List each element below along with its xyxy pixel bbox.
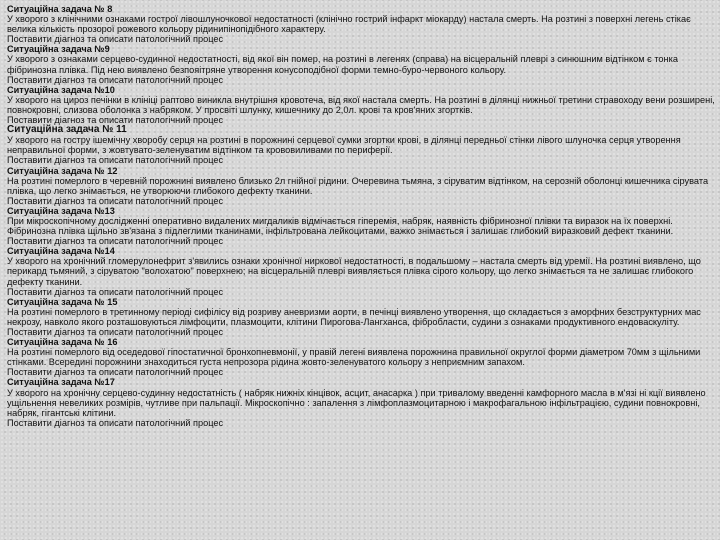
- task-title: Ситуаційна задача №10: [7, 84, 115, 95]
- task-prompt: Поставити діагноз та описати патологічний процес: [7, 236, 224, 247]
- task-prompt: Поставити діагноз та описати патологічний процес: [7, 327, 224, 337]
- task-description: На розтині померлого в черевній порожнині виявлено близько 2л гнійної рідини. Очеревина тьмяна, з сіруватим відтінком, на серозній оболонці кишечника сірувата плівка, що легко знімається, не утворюючи глибокого дефекту тканини.: [7, 175, 709, 196]
- task-title: Ситуаційна задача № 8: [7, 4, 113, 14]
- task-title: Ситуаційна задача № 12: [7, 165, 118, 176]
- task-description: У хворого з ознаками серцево-судинної недостатності, від якої він помер, на розтині в легенях (справа) на вісцеральній плеврі з синюшним відтінком є тонка фібринозна плівка. Під нею виявлено безпояітряне утворення конусоподібної форми темно-буро-червоного кольору.: [7, 54, 678, 75]
- task-prompt: Поставити діагноз та описати патологічний процес: [7, 417, 224, 428]
- task-title: Ситуаційна задача № 11: [7, 124, 127, 136]
- task-17: [7, 377, 715, 427]
- task-8: [7, 4, 715, 44]
- task-prompt: Поставити діагноз та описати патологічний процес: [7, 286, 224, 297]
- task-prompt: Поставити діагноз та описати патологічний процес: [7, 34, 224, 45]
- task-prompt: Поставити діагноз та описати патологічний процес: [7, 367, 224, 378]
- task-description: У хворого на цироз печінки в клініці раптово виникла внутрішня кровотеча, від якої настала смерть. На розтині в ділянці нижньої третини стравоходу вени розширені, повнокровні, слизова оболонка з набряком. У просвіті шлунку, кишечнику до 2,0л. крові та кров'яних згортків.: [7, 94, 715, 115]
- task-title: Ситуаційна задача №14: [7, 246, 115, 257]
- task-prompt: Поставити діагноз та описати патологічний процес: [7, 195, 224, 206]
- task-prompt: Поставити діагноз та описати патологічний процес: [7, 115, 224, 126]
- task-16: [7, 337, 715, 377]
- task-description: При мікроскопічному дослідженні оперативно видалених мигдаликів відмічається гіперемія, набряк, наявність фібринозної плівки та виразок на їх поверхні. Фібринозна плівка щільно зв'язана з підлеглими тканинами, інфільтрована лейкоцитами, важко знімається і залишає глибокий виразковий дефект тканини.: [7, 215, 674, 237]
- task-description: У хворого з клінічними ознаками гострої лівошлуночкової недостатності (клінічно гострий інфаркт міокарду) настала смерть. На розтині з поверхні легень стікає велика кількість прозорої рожевого кольору рідинипінопідібного характеру.: [7, 14, 691, 35]
- document-page: [7, 4, 715, 428]
- task-9: [7, 44, 715, 84]
- task-description: У хворого на гостру ішемічну хворобу серця на розтині в порожнині серцевої сумки згортки крові, в ділянці передньої стінки лівого шлуночка серця утворення неправильної форми, з жовтувато-зеленуватим відтінком та крововиливами по периферії.: [7, 135, 681, 156]
- task-description: На розтині померлого в третинному періоді сифілісу від розриву аневризми аорти, в печінці виявлено утворення, що складається з аморфних безструктурних мас некрозу, навколо якого розташовуються лімфоцити, плазмоцити, клітини Пирогова-Лангханса, фібробласти, судини з ознаками продуктивного ендоваскуліту.: [7, 306, 701, 327]
- task-description: У хворого на хронічну серцево-судинну недостатність ( набряк нижніх кінцівок, асцит, анасарка ) при тривалому введенні камфорного масла в м'язі ні кції виявлено ущільнення невеликих розмірів, чутливе при пальпації. Мікроскопічно : запалення з лімфоплазмоцитарною і макрофагальною інфільтрацією, судини повнокровні, набряк, гігантські клітини.: [7, 387, 706, 418]
- task-title: Ситуаційна задача №17: [7, 377, 115, 388]
- task-15: [7, 297, 715, 337]
- task-12: [7, 166, 715, 206]
- task-description: У хворого на хронічний гломерулонефрит з'явились ознаки хронічної ниркової недостатності, в подальшому – настала смерть від уремії. На розтині виявлено, що перикард тьмяний, з сіруватою "волохатою" поверхнею; на вісцеральній плеврі виявляється плівка сірого кольору, що легко знімається та не залишає глибокого дефекту тканини.: [7, 256, 701, 287]
- task-prompt: Поставити діагноз та описати патологічний процес: [7, 155, 224, 166]
- task-prompt: Поставити діагноз та описати патологічний процес: [7, 74, 224, 85]
- task-title: Ситуаційна задача №9: [7, 44, 110, 55]
- task-description: На розтині померлого від оседедової гіпостатичної бронхопневмонії, у правій легені виявлена порожнина правильної округлої форми діаметром 70мм з щільними стінками. Всередині порожнини знаходиться густа непрозора рідина жовто-зеленуватого кольору з неприємним запахом.: [7, 347, 701, 368]
- task-11: [7, 125, 715, 165]
- task-13: [7, 206, 715, 246]
- task-14: [7, 246, 715, 296]
- task-10: [7, 85, 715, 125]
- task-title: Ситуаційна задача №13: [7, 205, 115, 216]
- task-title: Ситуаційна задача № 15: [7, 296, 118, 307]
- task-title: Ситуаційна задача № 16: [7, 337, 118, 348]
